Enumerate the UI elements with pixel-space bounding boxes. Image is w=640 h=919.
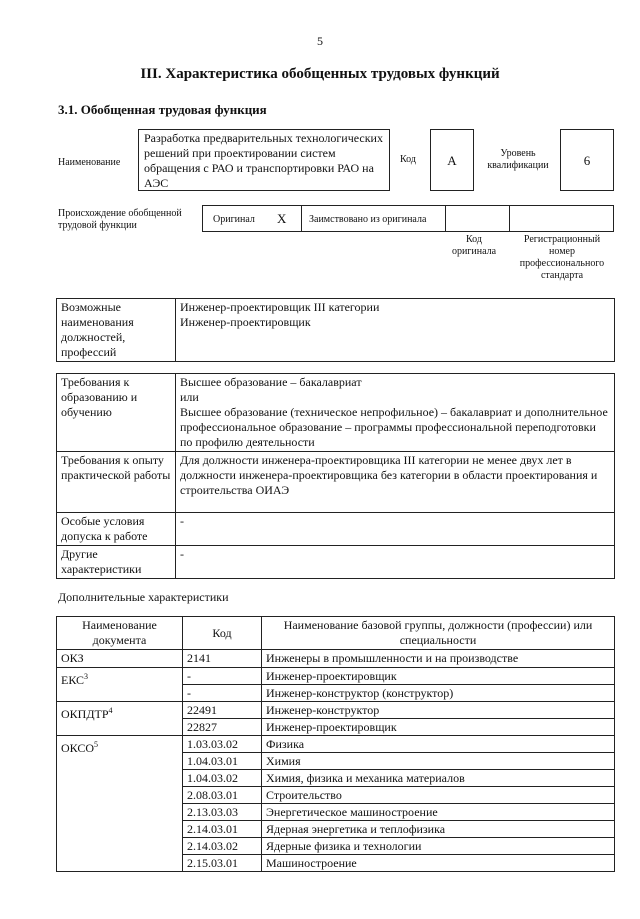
code-value: А: [430, 129, 474, 191]
origin-box: [202, 205, 614, 232]
doc-name: ЕКС: [61, 673, 85, 687]
table-row: [57, 736, 615, 753]
code-cell: 2141: [183, 650, 262, 668]
origin-divider: [509, 206, 510, 231]
original-label: Оригинал: [213, 214, 255, 225]
doc-cell: [57, 650, 183, 668]
additional-title: Дополнительные характеристики: [58, 590, 229, 604]
code-label: Код: [400, 154, 416, 165]
code-cell: 2.08.03.01: [183, 787, 262, 804]
name-label: Наименование: [58, 157, 121, 168]
doc-cell: [57, 702, 183, 736]
requirement-line: Высшее образование – бакалавриат: [180, 375, 362, 389]
name-cell: Ядерная энергетика и теплофизика: [262, 821, 615, 838]
name-cell: Физика: [262, 736, 615, 753]
section-title: III. Характеристика обобщенных трудовых функций: [140, 66, 500, 82]
header-name: Наименование базовой группы, должности (профессии) или специальности: [262, 617, 615, 650]
name-cell: Инженер-проектировщик: [262, 719, 615, 736]
requirement-line: или: [180, 390, 199, 404]
requirement-label: Требования к образованию и обучению: [57, 374, 176, 452]
name-cell: Инженер-конструктор: [262, 702, 615, 719]
requirement-label: Другие характеристики: [57, 546, 176, 579]
origin-divider: [301, 206, 302, 231]
position-item: Инженер-проектировщик: [180, 315, 311, 329]
positions-table: [56, 298, 615, 362]
requirement-label: Особые условия допуска к работе: [57, 513, 176, 546]
code-cell: 2.14.03.02: [183, 838, 262, 855]
code-cell: 1.04.03.01: [183, 753, 262, 770]
code-cell: 1.04.03.02: [183, 770, 262, 787]
borrowed-label: Заимствовано из оригинала: [309, 214, 427, 225]
code-cell: 2.13.03.03: [183, 804, 262, 821]
code-cell: -: [183, 685, 262, 702]
level-value: 6: [560, 129, 614, 191]
requirement-value: [176, 374, 615, 452]
name-cell: Химия, физика и механика материалов: [262, 770, 615, 787]
table-row: [57, 668, 615, 685]
footnote-mark: 5: [94, 740, 99, 749]
requirement-label: Требования к опыту практической работы: [57, 452, 176, 513]
subsection-title: 3.1. Обобщенная трудовая функция: [58, 102, 267, 117]
doc-name: ОКЗ: [61, 651, 84, 665]
level-label: Уровень квалификации: [487, 148, 549, 171]
table-row: [57, 650, 615, 668]
table-row: [57, 702, 615, 719]
name-cell: Инженер-проектировщик: [262, 668, 615, 685]
code-cell: 1.03.03.02: [183, 736, 262, 753]
origin-divider: [445, 206, 446, 231]
footnote-mark: 4: [108, 706, 113, 715]
requirement-value: -: [176, 513, 615, 546]
header-doc: Наименование документа: [57, 617, 183, 650]
name-cell: Ядерные физика и технологии: [262, 838, 615, 855]
name-cell: Инженер-конструктор (конструктор): [262, 685, 615, 702]
code-cell: 22827: [183, 719, 262, 736]
footnote-mark: 3: [84, 672, 89, 681]
requirement-value: Для должности инженера-проектировщика III категории не менее двух лет в должности инженера-проектировщика без категории в области проектирования и строительства ОИАЭ: [176, 452, 615, 513]
function-name: Разработка предварительных технологических решений при проектировании систем обращения с РАО и транспортировки РАО на АЭС: [138, 129, 390, 191]
doc-name: ОКСО: [61, 741, 95, 755]
name-cell: Машиностроение: [262, 855, 615, 872]
name-cell: Химия: [262, 753, 615, 770]
header-code: Код: [183, 617, 262, 650]
name-cell: Строительство: [262, 787, 615, 804]
code-cell: 2.14.03.01: [183, 821, 262, 838]
code-original-caption: Код оригинала: [451, 234, 497, 257]
positions-values: [176, 299, 615, 362]
requirements-table: [56, 373, 615, 579]
doc-cell: [57, 736, 183, 872]
page-number: 5: [317, 34, 323, 48]
name-cell: Энергетическое машиностроение: [262, 804, 615, 821]
doc-cell: [57, 668, 183, 702]
origin-label: Происхождение обобщенной трудовой функции: [58, 208, 182, 231]
additional-table: [56, 616, 615, 872]
doc-name: ОКПДТР: [61, 707, 109, 721]
positions-label: Возможные наименования должностей, профессий: [57, 299, 176, 362]
position-item: Инженер-проектировщик III категории: [180, 300, 380, 314]
name-cell: Инженеры в промышленности и на производстве: [262, 650, 615, 668]
requirement-line: Высшее образование (техническое непрофильное) – бакалавриат и дополнительное профессиональное образование – программы профессиональной переподготовки по профилю деятельности: [180, 405, 608, 449]
code-cell: -: [183, 668, 262, 685]
original-mark: X: [277, 211, 287, 226]
requirement-value: -: [176, 546, 615, 579]
reg-number-caption: Регистрационный номер профессионального стандарта: [519, 234, 605, 281]
code-cell: 22491: [183, 702, 262, 719]
code-cell: 2.15.03.01: [183, 855, 262, 872]
